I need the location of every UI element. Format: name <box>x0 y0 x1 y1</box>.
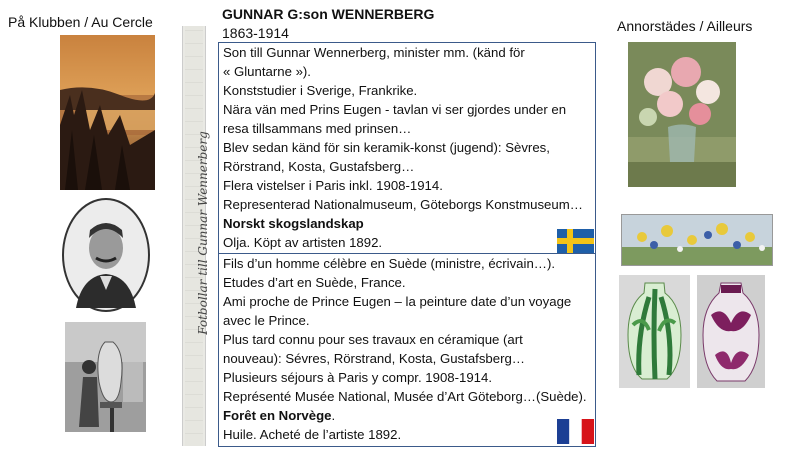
sv-line: Representerad Nationalmuseum, Göteborgs Konstmuseum… <box>223 197 583 212</box>
forest-landscape-painting <box>60 35 155 190</box>
sv-artwork-title: Norskt skogslandskap <box>223 216 364 231</box>
swedish-text-box <box>218 42 596 254</box>
sv-line: resa tillsammans med prinsen… <box>223 121 412 136</box>
fr-line: avec le Prince. <box>223 313 310 328</box>
fr-artwork-title-row <box>223 406 335 425</box>
fr-line: Etudes d’art en Suède, France. <box>223 275 406 290</box>
green-vase-photo <box>619 275 690 388</box>
sv-line: « Gluntarne »). <box>223 64 311 79</box>
fr-artwork-title: Forêt en Norvège <box>223 408 332 423</box>
sv-line: Son till Gunnar Wennerberg, minister mm. (känd för <box>223 45 525 60</box>
sv-line: Blev sedan känd för sin keramik-konst (jugend): Sèvres, <box>223 140 550 155</box>
sv-line: Nära vän med Prins Eugen - tavlan vi ser gjordes under en <box>223 102 567 117</box>
sv-line: Rörstrand, Kosta, Gustafsberg… <box>223 159 415 174</box>
fr-line: Ami proche de Prince Eugen – la peinture date d’un voyage <box>223 294 572 309</box>
purple-vase-photo <box>697 275 765 388</box>
portrait-photo <box>62 198 150 313</box>
artist-years: 1863-1914 <box>222 25 289 41</box>
flower-still-life-painting <box>628 42 736 187</box>
wildflower-painting <box>621 214 773 266</box>
signature-strip <box>182 26 210 446</box>
swedish-flag-icon <box>557 229 594 253</box>
sv-artwork-info: Olja. Köpt av artisten 1892. <box>223 235 383 250</box>
fr-line: Plusieurs séjours à Paris y compr. 1908-1914. <box>223 370 493 385</box>
fr-artwork-info: Huile. Acheté de l’artiste 1892. <box>223 427 402 442</box>
fr-line: Plus tard connu pour ses travaux en céramique (art <box>223 332 523 347</box>
french-flag-icon <box>557 419 594 444</box>
workshop-photo <box>65 322 146 432</box>
french-text-box <box>218 252 596 447</box>
fr-artwork-title-suffix: . <box>331 408 336 423</box>
left-header: På Klubben / Au Cercle <box>8 14 153 30</box>
fr-line: Représenté Musée National, Musée d’Art Göteborg…(Suède). <box>223 389 587 404</box>
fr-line: Fils d’un homme célèbre en Suède (ministre, écrivain…). <box>223 256 556 271</box>
right-header: Annorstädes / Ailleurs <box>617 18 753 34</box>
artist-name: GUNNAR G:son WENNERBERG <box>222 6 435 22</box>
sv-line: Konststudier i Sverige, Frankrike. <box>223 83 418 98</box>
sv-line: Flera vistelser i Paris inkl. 1908-1914. <box>223 178 443 193</box>
fr-line: nouveau): Sévres, Rörstrand, Kosta, Gustafsberg… <box>223 351 525 366</box>
signature-text: Fotbollar till Gunnar Wennerberg <box>196 131 210 335</box>
